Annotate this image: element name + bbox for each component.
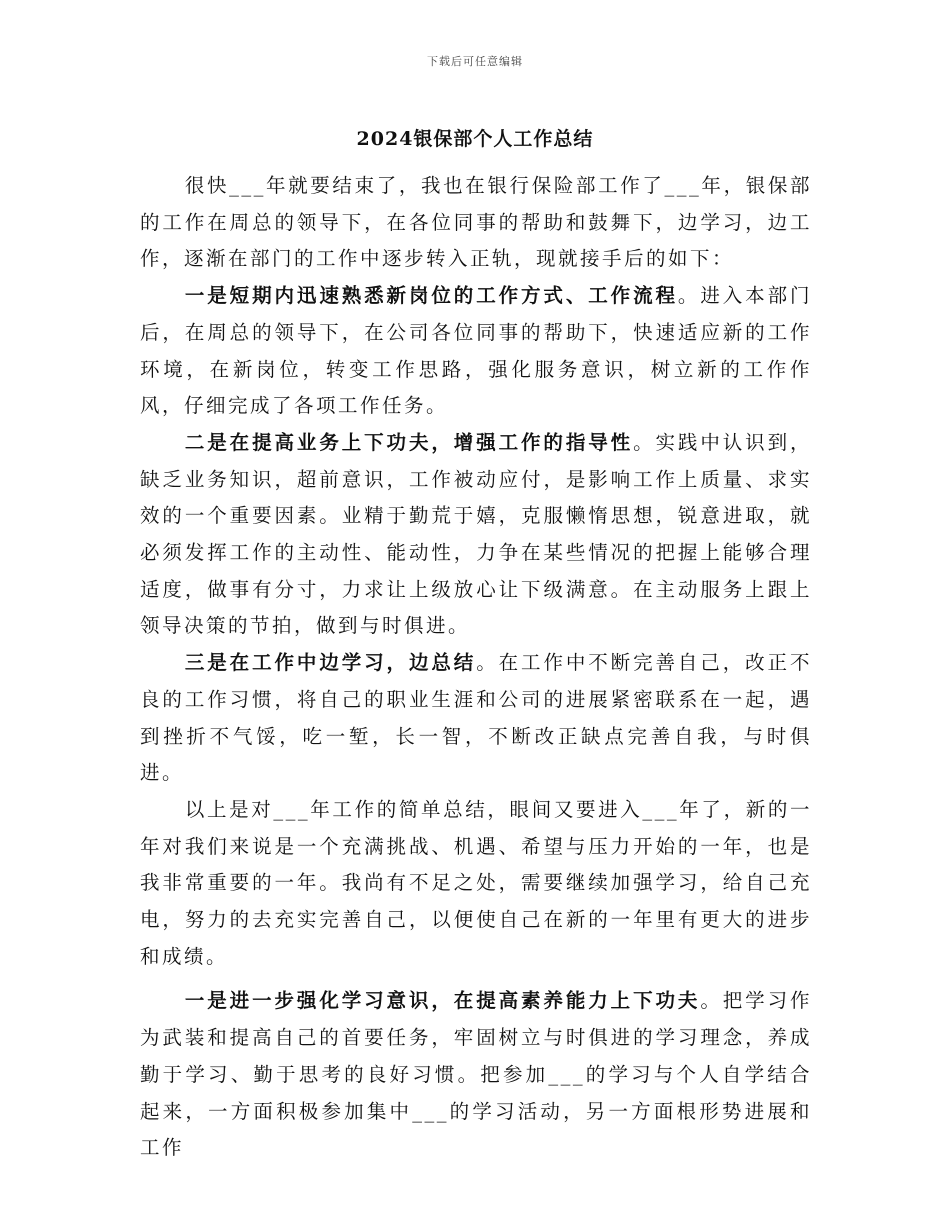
paragraph — [140, 278, 812, 425]
paragraph-text: 。在工作中不断完善自己，改正不良的工作习惯，将自己的职业生涯和公司的进展紧密联系在一起，遇到挫折不气馁，吃一堑，长一智，不断改正缺点完善自我，与时俱进。 — [140, 651, 812, 785]
paragraph-lead: 二是在提高业务上下功夫，增强工作的指导性 — [184, 430, 634, 454]
paragraph-text: 。把学习作为武装和提高自己的首要任务，牢固树立与时俱进的学习理念，养成勤于学习、勤于思考的良好习惯。把参加___的学习与个人自学结合起来，一方面积极参加集中___的学习活动，另一方面根形势进展和工作 — [140, 989, 812, 1160]
paragraph — [140, 168, 812, 278]
document-title: 2024银保部个人工作总结 — [356, 128, 594, 150]
paragraph-text: 很快___年就要结束了，我也在银行保险部工作了___年，银保部的工作在周总的领导下，在各位同事的帮助和鼓舞下，边学习，边工作，逐渐在部门的工作中逐步转入正轨，现就接手后的如下： — [140, 174, 812, 271]
paragraph-lead: 一是进一步强化学习意识，在提高素养能力上下功夫 — [184, 989, 701, 1013]
paragraph — [140, 425, 812, 645]
paragraph-lead: 一是短期内迅速熟悉新岗位的工作方式、工作流程 — [184, 284, 678, 308]
paragraph — [140, 983, 812, 1167]
document-body — [140, 168, 812, 1167]
paragraph-text: 。进入本部门后，在周总的领导下，在公司各位同事的帮助下，快速适应新的工作环境，在新岗位，转变工作思路，强化服务意识，树立新的工作作风，仔细完成了各项工作任务。 — [140, 284, 812, 418]
paragraph — [140, 792, 812, 976]
paragraph — [140, 645, 812, 792]
header-note: 下载后可任意编辑 — [427, 55, 523, 68]
paragraph-lead: 三是在工作中边学习，边总结 — [184, 651, 477, 675]
paragraph-text: 。实践中认识到，缺乏业务知识，超前意识，工作被动应付，是影响工作上质量、求实效的一个重要因素。业精于勤荒于嬉，克服懒惰思想，锐意进取，就必须发挥工作的主动性、能动性，力争在某些情况的把握上能够合理适度，做事有分寸，力求让上级放心让下级满意。在主动服务上跟上领导决策的节拍，做到与时俱进。 — [140, 430, 812, 638]
paragraph-text: 以上是对___年工作的简单总结，眼间又要进入___年了，新的一年对我们来说是一个充满挑战、机遇、希望与压力开始的一年，也是我非常重要的一年。我尚有不足之处，需要继续加强学习，给自己充电，努力的去充实完善自己，以便使自己在新的一年里有更大的进步和成绩。 — [140, 797, 812, 968]
